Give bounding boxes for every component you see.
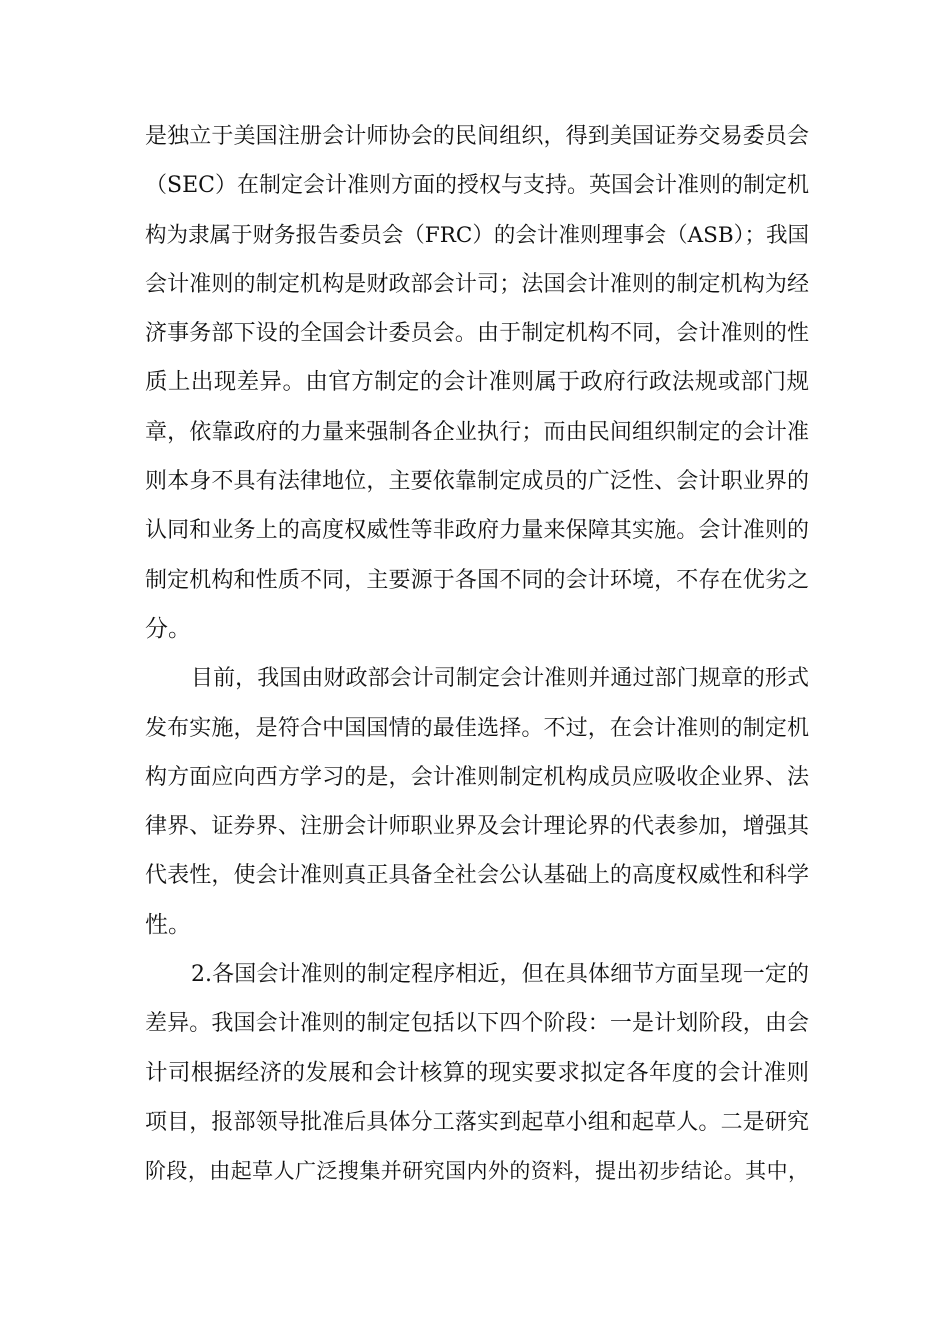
text-line: 则本身不具有法律地位，主要依靠制定成员的广泛性、会计职业界的	[145, 469, 809, 495]
text-line: 质上出现差异。由官方制定的会计准则属于政府行政法规或部门规	[145, 369, 809, 396]
text-line: 是独立于美国注册会计师协会的民间组织，得到美国证券交易委员会	[145, 124, 809, 149]
document-body	[145, 112, 809, 1197]
paragraph-2	[145, 654, 809, 950]
text-line: 发布实施，是符合中国国情的最佳选择。不过，在会计准则的制定机	[145, 715, 809, 741]
text-line: 制定机构和性质不同，主要源于各国不同的会计环境，不存在优劣之	[145, 567, 809, 593]
text-line: 会计准则的制定机构是财政部会计司；法国会计准则的制定机构为经	[145, 271, 809, 297]
text-line: 济事务部下设的全国会计委员会。由于制定机构不同，会计准则的性	[145, 321, 809, 347]
text-line: （SEC）在制定会计准则方面的授权与支持。英国会计准则的制定机	[145, 173, 809, 199]
paragraph-3	[145, 950, 809, 1196]
text-line: 构为隶属于财务报告委员会（FRC）的会计准则理事会（ASB）；我国	[145, 222, 809, 248]
text-line: 律界、证券界、注册会计师职业界及会计理论界的代表参加，增强其	[145, 814, 809, 840]
text-line: 代表性，使会计准则真正具备全社会公认基础上的高度权威性和科学	[145, 863, 809, 889]
text-line: 阶段，由起草人广泛搜集并研究国内外的资料，提出初步结论。其中，	[145, 1159, 809, 1184]
text-line: 项目，报部领导批准后具体分工落实到起草小组和起草人。二是研究	[145, 1109, 809, 1135]
text-line: 性。	[145, 911, 191, 938]
text-line: 计司根据经济的发展和会计核算的现实要求拟定各年度的会计准则	[145, 1059, 809, 1086]
paragraph-1	[145, 112, 809, 654]
text-line: 构方面应向西方学习的是，会计准则制定机构成员应吸收企业界、法	[145, 764, 809, 790]
text-line: 差异。我国会计准则的制定包括以下四个阶段：一是计划阶段，由会	[145, 1011, 809, 1037]
text-line: 目前，我国由财政部会计司制定会计准则并通过部门规章的形式	[191, 666, 809, 692]
text-line: 2.各国会计准则的制定程序相近，但在具体细节方面呈现一定的	[191, 962, 809, 988]
text-line: 分。	[145, 615, 191, 642]
text-line: 章，依靠政府的力量来强制各企业执行；而由民间组织制定的会计准	[145, 419, 809, 445]
text-line: 认同和业务上的高度权威性等非政府力量来保障其实施。会计准则的	[145, 518, 809, 544]
